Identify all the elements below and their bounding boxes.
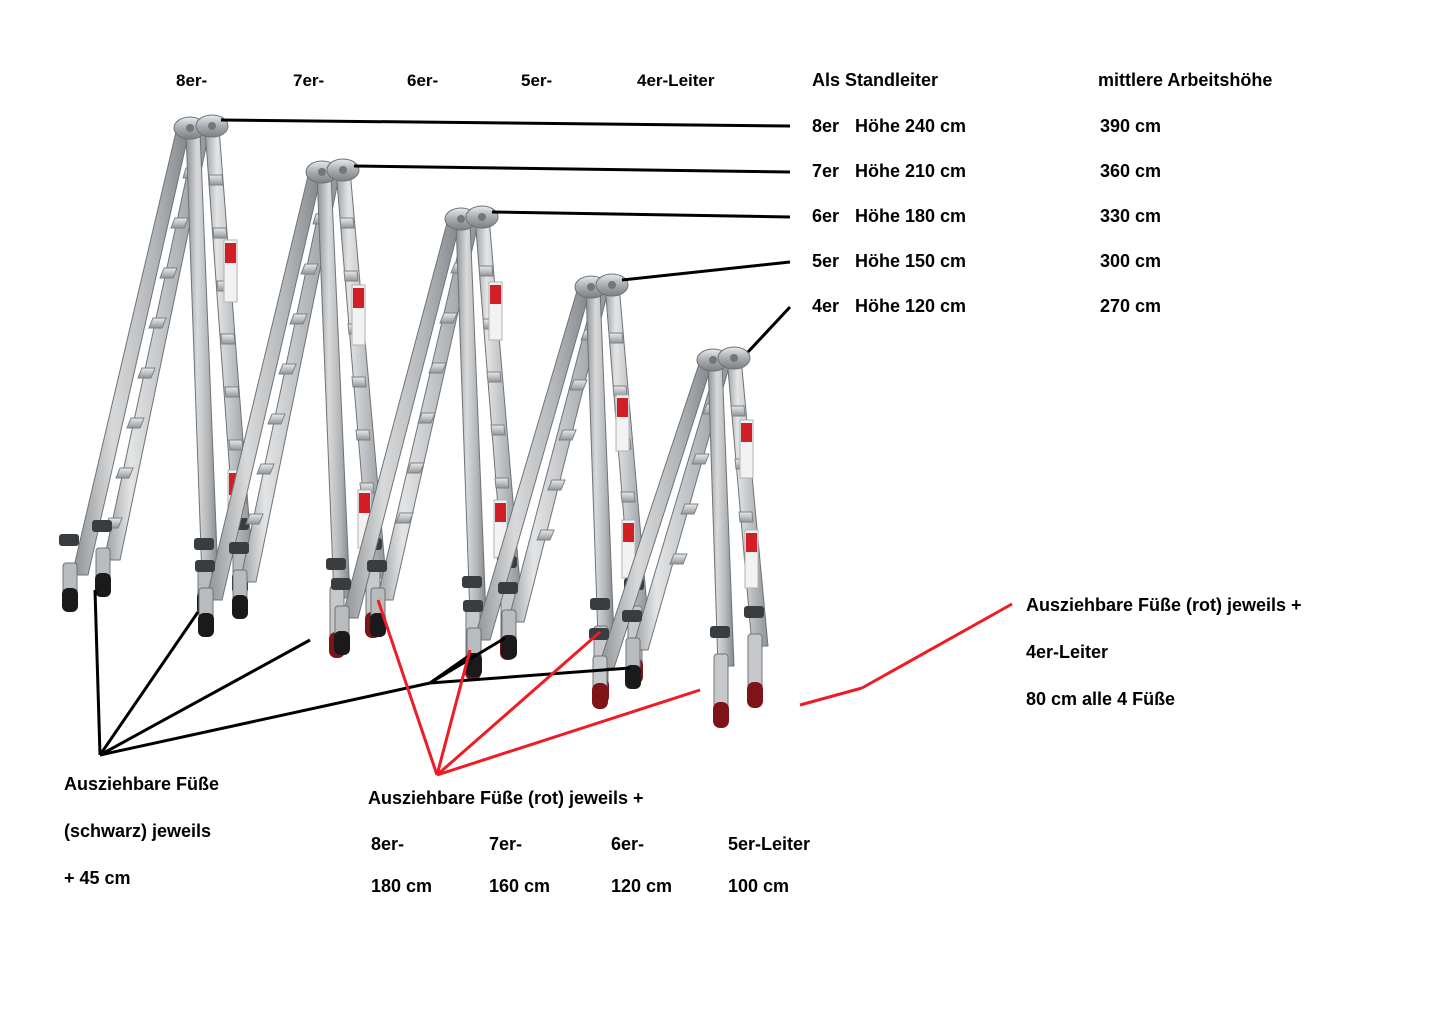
note-black-line3: + 45 cm	[64, 868, 131, 888]
header-size-4er: 4er-Leiter	[637, 71, 715, 90]
note-red-left-value-8er: 180 cm	[371, 876, 433, 896]
header-size-7er: 7er-	[293, 71, 325, 90]
header-size-6er: 6er-	[407, 71, 439, 90]
row-size-8er: 8er	[812, 116, 840, 136]
note-red-right-line2: 4er-Leiter	[1026, 642, 1109, 662]
row-work-7er: 360 cm	[1100, 161, 1162, 181]
note-black-line1: Ausziehbare Füße	[64, 774, 220, 794]
row-work-6er: 330 cm	[1100, 206, 1162, 226]
row-height-4er: Höhe 120 cm	[855, 296, 967, 316]
header-arbeitshoehe: mittlere Arbeitshöhe	[1098, 70, 1273, 90]
row-size-5er: 5er	[812, 251, 840, 271]
row-work-8er: 390 cm	[1100, 116, 1162, 136]
row-height-8er: Höhe 240 cm	[855, 116, 967, 136]
note-red-left-size-7er: 7er-	[489, 834, 523, 854]
note-black-line2: (schwarz) jeweils	[64, 821, 212, 841]
row-work-5er: 300 cm	[1100, 251, 1162, 271]
row-height-6er: Höhe 180 cm	[855, 206, 967, 226]
row-height-5er: Höhe 150 cm	[855, 251, 967, 271]
header-size-5er: 5er-	[521, 71, 553, 90]
note-red-left-size-8er: 8er-	[371, 834, 405, 854]
row-work-4er: 270 cm	[1100, 296, 1162, 316]
row-size-6er: 6er	[812, 206, 840, 226]
note-red-left-size-5er: 5er-Leiter	[728, 834, 811, 854]
note-red-right-line3: 80 cm alle 4 Füße	[1026, 689, 1176, 709]
row-height-7er: Höhe 210 cm	[855, 161, 967, 181]
row-size-4er: 4er	[812, 296, 840, 316]
note-red-left-value-6er: 120 cm	[611, 876, 673, 896]
note-red-left-line1: Ausziehbare Füße (rot) jeweils +	[368, 788, 644, 808]
row-size-7er: 7er	[812, 161, 840, 181]
note-red-left-size-6er: 6er-	[611, 834, 645, 854]
note-red-right-line1: Ausziehbare Füße (rot) jeweils +	[1026, 595, 1302, 615]
header-size-8er: 8er-	[176, 71, 208, 90]
note-red-left-value-5er: 100 cm	[728, 876, 790, 896]
note-red-left-value-7er: 160 cm	[489, 876, 551, 896]
header-standleiter: Als Standleiter	[812, 70, 939, 90]
